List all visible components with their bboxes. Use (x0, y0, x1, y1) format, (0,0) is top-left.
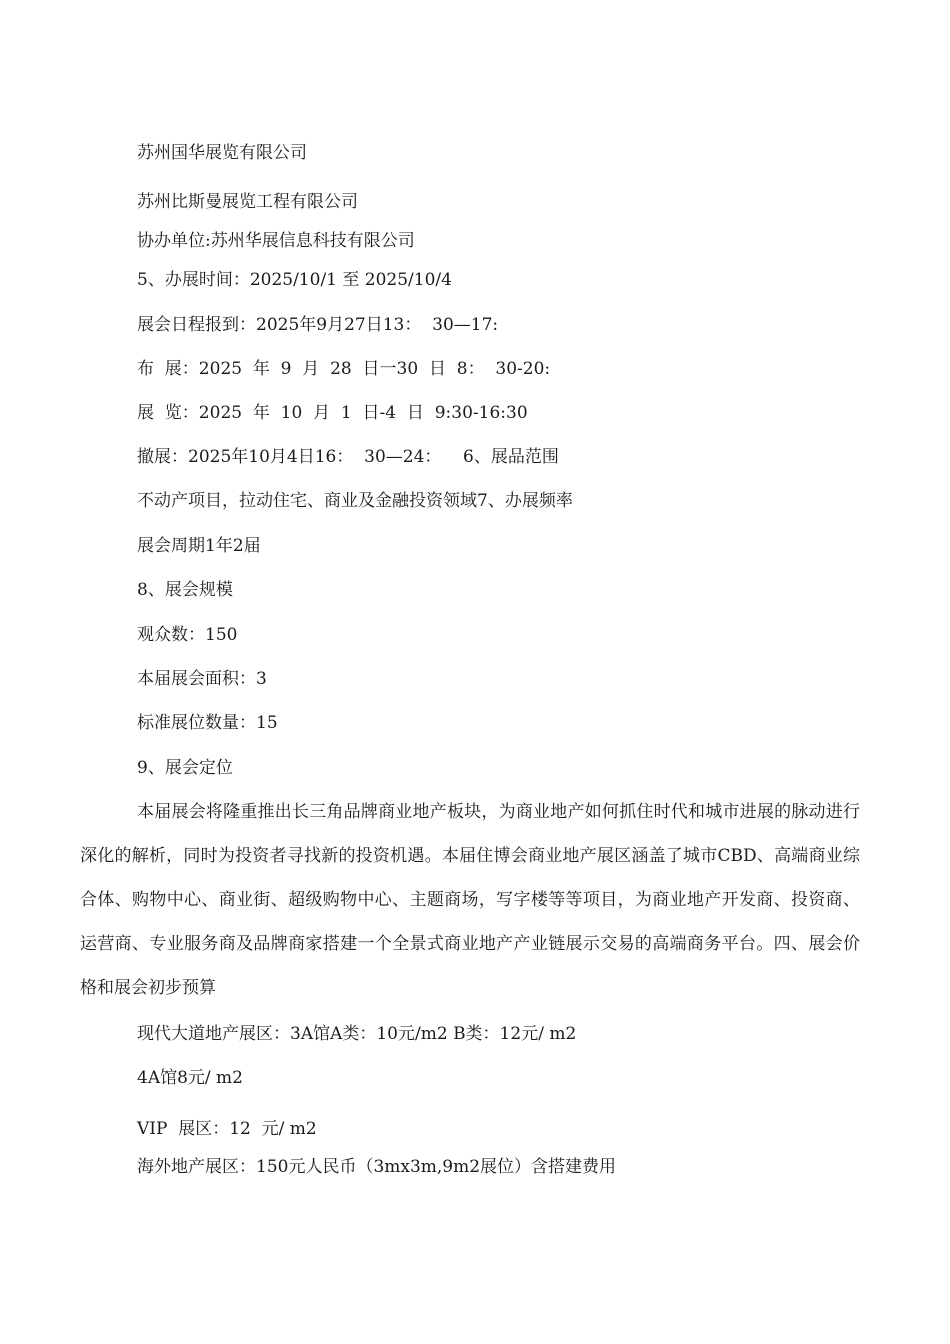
schedule-setup: 布 展：2025 年 9 月 28 日一30 日 8： 30-20: (137, 359, 551, 379)
exhibit-scope: 不动产项目，拉动住宅、商业及金融投资领域7、办展频率 (137, 491, 573, 511)
booth-count: 标准展位数量：15 (137, 713, 278, 733)
exhibition-scale-heading: 8、展会规模 (137, 580, 233, 600)
schedule-registration: 展会日程报到：2025年9月27日13： 30—17: (137, 315, 499, 335)
price-4a-hall: 4A馆8元/ m2 (137, 1068, 243, 1088)
price-modern-avenue: 现代大道地产展区：3A馆A类：10元/m2 B类：12元/ m2 (137, 1024, 577, 1044)
exhibition-frequency: 展会周期1年2届 (137, 536, 261, 556)
positioning-paragraph: 本届展会将隆重推出长三角品牌商业地产板块，为商业地产如何抓住时代和城市进展的脉动进行深化的解析，同时为投资者寻找新的投资机遇。本届住博会商业地产展区涵盖了城市CBD、高端商业综合体、购物中心、商业街、超级购物中心、主题商场，写字楼等等项目，为商业地产开发商、投资商、运营商、专业服务商及品牌商家搭建一个全景式商业地产产业链展示交易的高端商务平台。四、展会价格和展会初步预算 (80, 802, 860, 998)
exhibition-area: 本届展会面积：3 (137, 669, 267, 689)
organizer-line-2: 苏州比斯曼展览工程有限公司 (137, 192, 358, 212)
audience-count: 观众数：150 (137, 625, 238, 645)
co-organizer-line: 协办单位:苏州华展信息科技有限公司 (137, 231, 415, 251)
price-overseas: 海外地产展区：150元人民币（3mx3m,9m2展位）含搭建费用 (137, 1157, 617, 1177)
exhibition-time-heading: 5、办展时间：2025/10/1 至 2025/10/4 (137, 270, 452, 290)
schedule-teardown: 撤展：2025年10月4日16： 30—24： 6、展品范围 (137, 447, 559, 467)
organizer-line-1: 苏州国华展览有限公司 (137, 143, 307, 163)
exhibition-positioning-heading: 9、展会定位 (137, 758, 233, 778)
schedule-exhibition: 展 览：2025 年 10 月 1 日-4 日 9:30-16:30 (137, 403, 528, 423)
price-vip: VIP 展区：12 元/ m2 (137, 1119, 317, 1139)
